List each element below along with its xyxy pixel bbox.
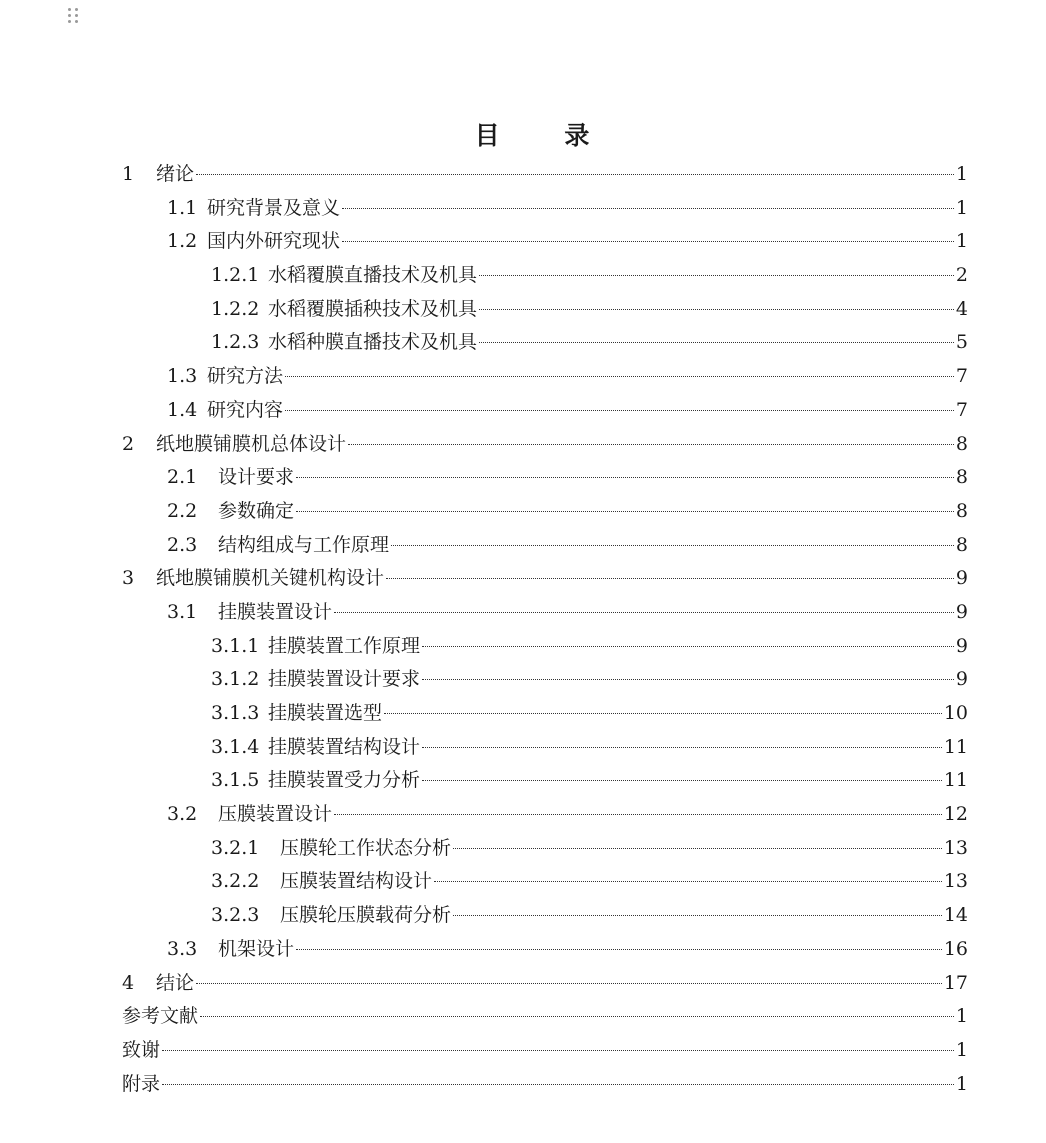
toc-entry-title: 结论 (156, 971, 195, 994)
toc-entry-page: 9 (955, 668, 968, 691)
toc-entry-title: 挂膜装置结构设计 (268, 735, 421, 758)
toc-entry-number: 2.2 (167, 499, 198, 522)
dot-leader (422, 747, 942, 748)
toc-entry[interactable] (122, 394, 968, 428)
toc-entry-page: 7 (955, 398, 968, 421)
dot-leader (348, 444, 954, 445)
toc-entry[interactable] (122, 192, 968, 226)
toc-entry-page: 11 (943, 769, 968, 792)
dot-leader (453, 915, 942, 916)
toc-entry-title: 参考文献 (122, 1005, 199, 1028)
toc-entry-title: 研究方法 (207, 365, 284, 388)
toc-entry-number: 1 (122, 163, 135, 185)
toc-entry-title: 参数确定 (218, 499, 295, 522)
toc-entry-page: 8 (955, 466, 968, 489)
toc-entry[interactable] (122, 967, 968, 1001)
toc-entry-title: 国内外研究现状 (207, 230, 341, 253)
toc-entry-number: 3.1.2 (211, 668, 260, 691)
toc-entry[interactable] (122, 495, 968, 529)
toc-entry-page: 9 (955, 634, 968, 657)
toc-entry-title: 纸地膜铺膜机总体设计 (156, 432, 347, 455)
toc-entry-page: 9 (955, 567, 968, 590)
dot-leader (479, 275, 954, 276)
toc-entry-title: 挂膜装置选型 (268, 702, 383, 724)
toc-entry-number: 3.1.3 (211, 702, 260, 724)
dot-leader (296, 949, 942, 950)
drag-dot (75, 8, 78, 11)
toc-entry-page: 10 (943, 702, 968, 724)
dot-leader (162, 1084, 954, 1085)
toc-entry-number: 1.2 (167, 230, 198, 253)
toc-entry[interactable] (122, 630, 968, 664)
toc-entry-number: 3.2 (167, 803, 198, 826)
drag-dot (75, 20, 78, 23)
toc-entry-title: 致谢 (122, 1038, 161, 1061)
toc-entry[interactable] (122, 428, 968, 462)
dot-leader (296, 511, 954, 512)
toc-entry-page: 1 (955, 1038, 968, 1061)
toc-entry-page: 8 (955, 533, 968, 556)
toc-entry-title: 挂膜装置设计要求 (268, 668, 421, 691)
toc-entry-title: 结构组成与工作原理 (218, 533, 390, 556)
dot-leader (391, 545, 954, 546)
toc-entry-number: 1.1 (167, 196, 198, 219)
toc-entry-number: 3.2.1 (211, 836, 260, 859)
dot-leader (422, 679, 954, 680)
toc-entry[interactable] (122, 697, 968, 731)
drag-dot (75, 14, 78, 17)
toc-entry[interactable] (122, 225, 968, 259)
toc-entry[interactable] (122, 562, 968, 596)
dot-leader (453, 848, 942, 849)
toc-entry-page: 11 (943, 735, 968, 758)
toc-entry-number: 1.2.1 (211, 264, 260, 287)
toc-entry-title: 研究内容 (207, 398, 284, 421)
toc-entry-title: 挂膜装置受力分析 (268, 769, 421, 792)
toc-entry-title: 纸地膜铺膜机关键机构设计 (156, 567, 385, 590)
toc-entry-number: 1.3 (167, 365, 198, 388)
toc-entry-page: 7 (955, 365, 968, 388)
toc-entry-page: 1 (955, 1005, 968, 1028)
dot-leader (386, 578, 954, 579)
toc-entry-page: 14 (943, 904, 968, 927)
toc-entry-page: 1 (955, 196, 968, 219)
dot-leader (162, 1050, 954, 1051)
dot-leader (422, 646, 954, 647)
toc-entry-number: 3.2.2 (211, 870, 260, 893)
drag-dot (68, 8, 71, 11)
toc-entry-title: 挂膜装置设计 (218, 600, 333, 623)
toc-entry[interactable] (122, 259, 968, 293)
toc-entry-number: 3.1 (167, 600, 198, 623)
toc-entry[interactable] (122, 764, 968, 798)
toc-entry-number: 3.1.1 (211, 634, 260, 657)
toc-entry-number: 1.2.3 (211, 331, 260, 354)
dot-leader (342, 241, 954, 242)
toc-entry-number: 3.1.4 (211, 735, 260, 758)
toc-entry-page: 12 (943, 803, 968, 826)
toc-entry-page: 1 (955, 230, 968, 253)
toc-entry[interactable] (122, 293, 968, 327)
toc-entry-title: 水稻种膜直播技术及机具 (268, 331, 478, 354)
dot-leader (434, 881, 942, 882)
toc-entry[interactable] (122, 731, 968, 765)
toc-entry-number: 3 (122, 567, 135, 590)
toc-entry-number: 2.1 (167, 466, 198, 489)
toc-entry[interactable] (122, 865, 968, 899)
dot-leader (196, 174, 954, 175)
toc-entry[interactable] (122, 1000, 968, 1034)
dot-leader (285, 376, 954, 377)
dot-leader (479, 342, 954, 343)
toc-entry-page: 2 (955, 264, 968, 287)
dot-leader (285, 410, 954, 411)
dot-leader (296, 477, 954, 478)
toc-entry-number: 1.2.2 (211, 297, 260, 320)
toc-entry-page: 16 (943, 937, 968, 960)
toc-entry-title: 设计要求 (218, 466, 295, 489)
toc-entry-title: 绪论 (156, 163, 195, 185)
toc-entry-number: 1.4 (167, 398, 198, 421)
toc-entry-title: 压膜装置结构设计 (280, 870, 433, 893)
toc-entry-title: 压膜轮工作状态分析 (280, 836, 452, 859)
toc-entry-page: 8 (955, 499, 968, 522)
toc-entry[interactable] (122, 663, 968, 697)
toc-entry-page: 13 (943, 836, 968, 859)
toc-entry-title: 水稻覆膜直播技术及机具 (268, 264, 478, 287)
toc-entry[interactable] (122, 326, 968, 360)
dot-leader (384, 713, 942, 714)
toc-entry-page: 1 (955, 163, 968, 185)
toc-entry[interactable] (122, 933, 968, 967)
toc-entry-page: 17 (943, 971, 968, 994)
toc-entry[interactable] (122, 899, 968, 933)
drag-dot (68, 20, 71, 23)
dot-leader (334, 814, 942, 815)
toc-entry-title: 压膜轮压膜载荷分析 (280, 904, 452, 927)
toc-entry-title: 研究背景及意义 (207, 196, 341, 219)
table-of-contents (122, 158, 968, 1101)
toc-entry-page: 1 (955, 1072, 968, 1095)
toc-entry-title: 水稻覆膜插秧技术及机具 (268, 297, 478, 320)
toc-entry-number: 2.3 (167, 533, 198, 556)
toc-entry[interactable] (122, 798, 968, 832)
drag-handle-icon[interactable] (68, 8, 82, 26)
toc-entry[interactable] (122, 1034, 968, 1068)
toc-entry-page: 5 (955, 331, 968, 354)
toc-entry[interactable] (122, 1068, 968, 1102)
dot-leader (422, 780, 942, 781)
toc-entry[interactable] (122, 832, 968, 866)
toc-entry-page: 8 (955, 432, 968, 455)
toc-entry-number: 3.3 (167, 937, 198, 960)
drag-dot (68, 14, 71, 17)
toc-entry[interactable] (122, 461, 968, 495)
toc-entry[interactable] (122, 158, 968, 192)
dot-leader (342, 208, 954, 209)
toc-entry[interactable] (122, 360, 968, 394)
dot-leader (334, 612, 954, 613)
toc-entry-page: 4 (955, 297, 968, 320)
toc-entry-page: 13 (943, 870, 968, 893)
dot-leader (479, 309, 954, 310)
toc-entry-title: 挂膜装置工作原理 (268, 634, 421, 657)
toc-entry-title: 压膜装置设计 (218, 803, 333, 826)
toc-entry-title: 机架设计 (218, 937, 295, 960)
toc-entry[interactable] (122, 529, 968, 563)
toc-entry-page: 9 (955, 600, 968, 623)
toc-entry-number: 3.1.5 (211, 769, 260, 792)
toc-entry-number: 4 (122, 971, 135, 994)
toc-entry-title: 附录 (122, 1072, 161, 1095)
dot-leader (200, 1016, 954, 1017)
toc-entry-number: 2 (122, 432, 135, 455)
dot-leader (196, 983, 942, 984)
page-title: 目 录 (474, 121, 618, 150)
toc-entry[interactable] (122, 596, 968, 630)
toc-entry-number: 3.2.3 (211, 904, 260, 927)
